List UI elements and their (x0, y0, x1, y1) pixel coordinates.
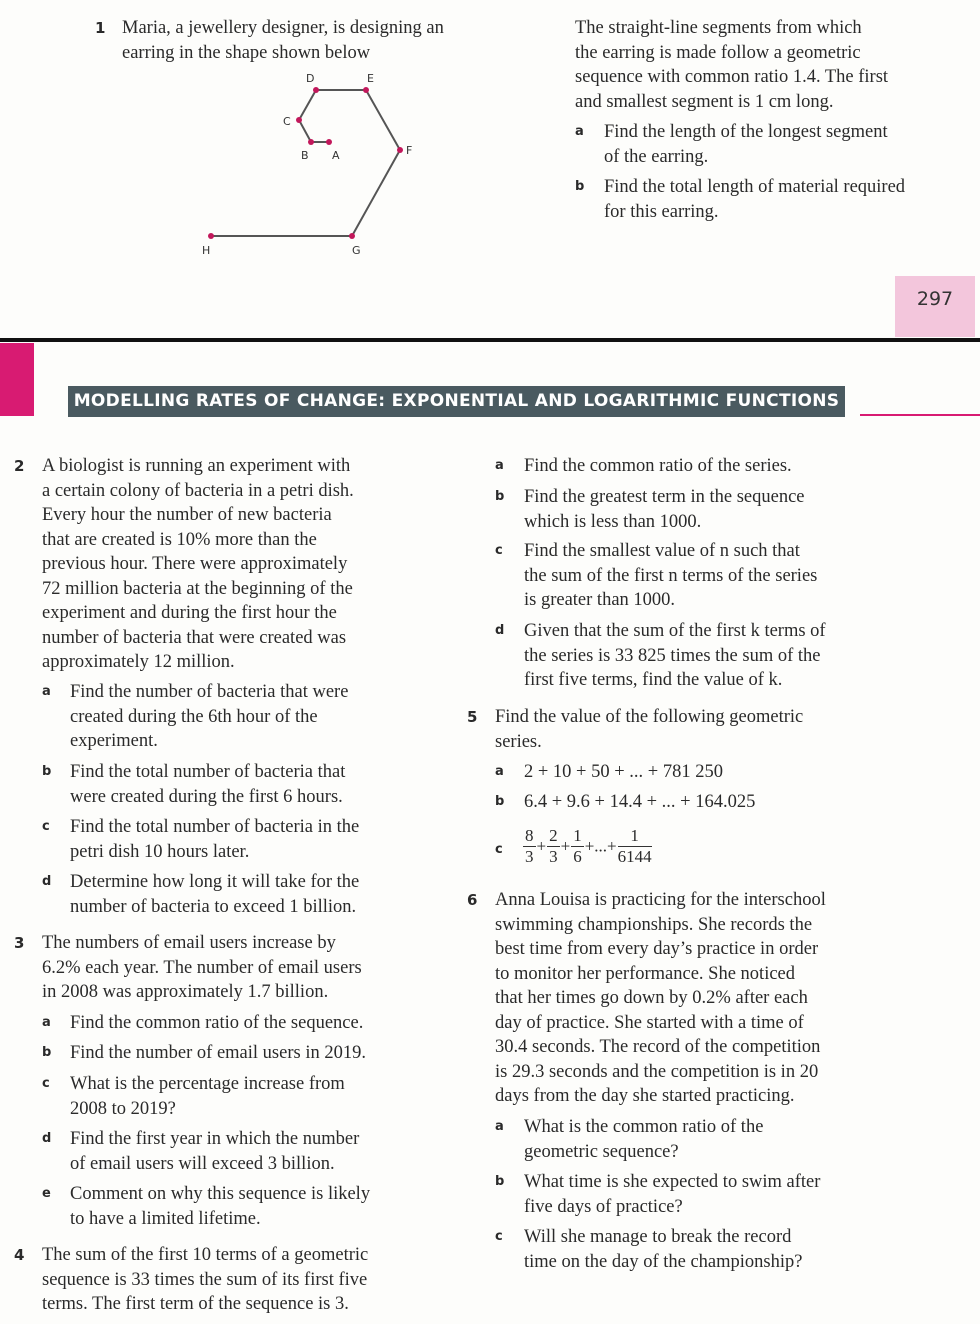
part-letter: a (495, 458, 504, 473)
part-letter: a (42, 1015, 51, 1030)
part-text: Find the total number of bacteria that were created during the first 6 hours. (70, 762, 346, 807)
part-letter: d (42, 1131, 52, 1146)
part-text: What time is she expected to swim after five days of practice? (524, 1172, 821, 1217)
question-text: Find the value of the following geometric series. (495, 707, 804, 752)
part-letter: b (42, 764, 52, 779)
question-number: 3 (14, 934, 25, 952)
part-text: Find the greatest term in the sequence which is less than 1000. (524, 487, 805, 532)
part-letter: b (42, 1045, 52, 1060)
part-text: Find the number of email users in 2019. (70, 1043, 366, 1063)
question-number: 2 (14, 457, 25, 475)
part-text: Find the number of bacteria that were created during the 6th hour of the experiment. (70, 682, 349, 751)
part-text: Find the common ratio of the series. (524, 456, 792, 476)
fraction: $\frac{1}{6}$ (573, 826, 582, 866)
question-text: The sum of the first 10 terms of a geometric sequence is 33 times the sum of its first five terms. The first term of the sequence is 3. (42, 1245, 369, 1314)
label-f: F (406, 144, 413, 157)
part-letter: c (42, 819, 50, 834)
part-letter: a (42, 684, 51, 699)
question-text: Anna Louisa is practicing for the interschool swimming championships. She records the best time from every day’s practice in order to monitor her performance. She noticed that her times go down by 0.2% after each day of practice. She started with a time of 30.4 seconds. The record of the competition is 29.3 seconds and the competition is in 20 days from the day she started practicing. (495, 890, 826, 1106)
label-e: E (367, 72, 374, 85)
label-h: H (202, 244, 211, 257)
question-text: A biologist is running an experiment with a certain colony of bacteria in a petri dish. Every hour the number of new bacteria that are created is 10% more than the previous hour. There were approximately 72 million bacteria at the beginning of the experiment and during the first hour the number of bacteria that were created was approximately 12 million. (42, 456, 354, 672)
page-number: 297 (895, 276, 975, 337)
part-text: Find the total length of material required for this earring. (604, 177, 906, 222)
part-letter: a (575, 124, 584, 139)
page-divider (0, 338, 980, 342)
question-number: 5 (467, 708, 478, 726)
question-number: 1 (95, 19, 106, 37)
point-h (208, 233, 214, 239)
part-text: Find the first year in which the number of email users will exceed 3 billion. (70, 1129, 360, 1174)
point-d (313, 87, 319, 93)
label-g: G (352, 244, 361, 257)
question-number: 6 (467, 891, 478, 909)
point-c (296, 117, 302, 123)
part-letter: d (42, 874, 52, 889)
part-letter: c (42, 1076, 50, 1091)
header-underline (860, 414, 980, 416)
fraction-series: $\frac{8}{3}$ + $\frac{2}{3}$ + $\frac{1}{6}$ +...+ $\frac{1}{6144}$ (525, 826, 652, 866)
chapter-tab (0, 343, 34, 416)
part-letter: b (495, 489, 505, 504)
point-g (349, 233, 355, 239)
fraction: $\frac{1}{6144}$ (617, 826, 652, 866)
part-text: What is the common ratio of the geometric sequence? (524, 1117, 764, 1162)
part-text: Find the smallest value of n such that the sum of the first n terms of the series is greater than 1000. (524, 541, 818, 610)
question-text: The numbers of email users increase by 6.2% each year. The number of email users in 2008 was approximately 1.7 billion. (42, 933, 362, 1002)
part-letter: c (495, 543, 503, 558)
part-text: Determine how long it will take for the number of bacteria to exceed 1 billion. (70, 872, 360, 917)
part-letter: b (495, 1174, 505, 1189)
question-text: Maria, a jewellery designer, is designing an earring in the shape shown below (122, 18, 444, 63)
label-a: A (332, 149, 340, 162)
fraction: $\frac{8}{3}$ (525, 826, 534, 866)
part-letter: c (495, 1229, 503, 1244)
part-letter: b (575, 179, 585, 194)
part-letter: e (42, 1186, 51, 1201)
part-letter: a (495, 1119, 504, 1134)
part-text: Find the length of the longest segment of the earring. (604, 122, 888, 167)
chapter-header: MODELLING RATES OF CHANGE: EXPONENTIAL AND LOGARITHMIC FUNCTIONS (68, 386, 845, 417)
label-d: D (306, 72, 315, 85)
part-letter: d (495, 623, 505, 638)
label-b: B (301, 149, 309, 162)
part-text: 2 + 10 + 50 + ... + 781 250 (524, 762, 723, 782)
part-text: What is the percentage increase from 2008 to 2019? (70, 1074, 345, 1119)
part-text: 6.4 + 9.6 + 14.4 + ... + 164.025 (524, 792, 756, 812)
point-a (326, 139, 332, 145)
question-intro: The straight-line segments from which the earring is made follow a geometric sequence with common ratio 1.4. The first and smallest segment is 1 cm long. (575, 18, 889, 112)
question-number: 4 (14, 1246, 25, 1264)
part-letter: c (495, 842, 503, 857)
part-text: Find the common ratio of the sequence. (70, 1013, 364, 1033)
part-text: Given that the sum of the first k terms of the series is 33 825 times the sum of the first five terms, find the value of k. (524, 621, 826, 690)
point-e (363, 87, 369, 93)
label-c: C (283, 115, 291, 128)
fraction: $\frac{2}{3}$ (549, 826, 558, 866)
part-letter: b (495, 794, 505, 809)
point-b (308, 139, 314, 145)
part-text: Comment on why this sequence is likely to have a limited lifetime. (70, 1184, 371, 1229)
earring-diagram (190, 65, 420, 265)
part-letter: a (495, 764, 504, 779)
part-text: Will she manage to break the record time on the day of the championship? (524, 1227, 803, 1272)
part-text: Find the total number of bacteria in the petri dish 10 hours later. (70, 817, 360, 862)
point-f (397, 147, 403, 153)
